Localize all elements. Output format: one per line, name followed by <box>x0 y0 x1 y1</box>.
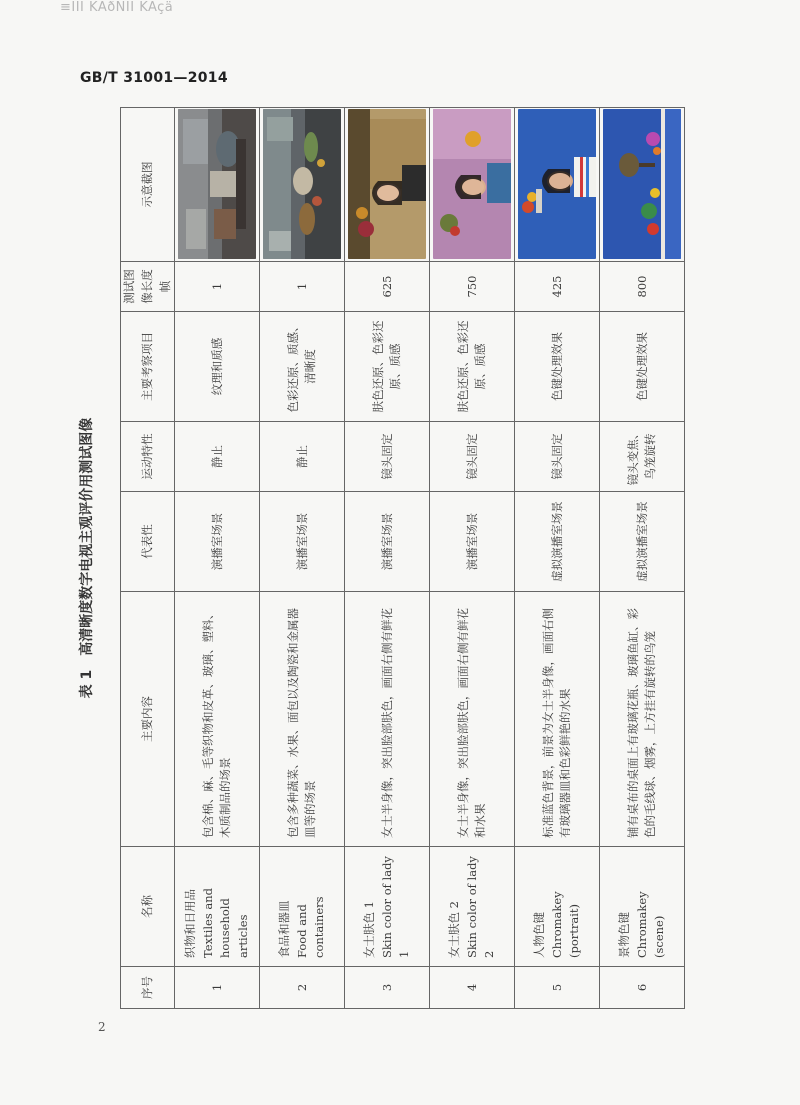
cell-assessment: 色键处理效果 <box>515 312 600 422</box>
cell-representativeness: 演播室场景 <box>175 492 260 592</box>
cell-length: 625 <box>345 262 430 312</box>
test-image-table <box>120 107 685 1009</box>
name-cn: 食品和器皿 <box>276 900 291 958</box>
cell-screenshot <box>600 108 685 262</box>
cell-screenshot <box>430 108 515 262</box>
cell-content: 女士半身像，突出脸部肤色，画面右侧有鲜花 <box>345 592 430 847</box>
cell-no: 3 <box>345 967 430 1009</box>
cell-assessment: 肤色还原、色彩还原、质感 <box>345 312 430 422</box>
name-en: Chromakey (portrait) <box>549 891 582 958</box>
page-number: 2 <box>98 1020 106 1034</box>
table-row <box>430 108 515 1009</box>
cell-content: 包含棉、麻、毛等织物和皮革、玻璃、塑料、木质制品的场景 <box>175 592 260 847</box>
food-containers-thumbnail <box>263 109 341 259</box>
cell-content: 铺有桌布的桌面上有玻璃花瓶、玻璃鱼缸、彩色的毛线球、烟雾，上方挂有旋转的鸟笼 <box>600 592 685 847</box>
cell-representativeness: 演播室场景 <box>345 492 430 592</box>
header-assessment: 主要考察项目 <box>121 312 175 422</box>
cell-screenshot <box>345 108 430 262</box>
cell-name <box>430 847 515 967</box>
chromakey-scene-thumbnail <box>603 109 681 259</box>
header-content: 主要内容 <box>121 592 175 847</box>
cell-name <box>345 847 430 967</box>
cell-content: 包含多种蔬菜、水果、面包以及陶瓷和金属器皿等的场景 <box>260 592 345 847</box>
cell-assessment: 色彩还原、质感、清晰度 <box>260 312 345 422</box>
name-cn: 织物和日用品 <box>182 889 197 958</box>
header-screenshot: 示意截图 <box>121 108 175 262</box>
cell-representativeness: 虚拟演播室场景 <box>600 492 685 592</box>
table-row <box>600 108 685 1009</box>
table-caption-title: 高清晰度数字电视主观评价用测试图像 <box>79 417 95 656</box>
cell-representativeness: 虚拟演播室场景 <box>515 492 600 592</box>
cell-content: 标准蓝色背景，前景为女士半身像，画面右侧有玻璃器皿和色彩鲜艳的水果 <box>515 592 600 847</box>
cell-length: 800 <box>600 262 685 312</box>
cell-length: 750 <box>430 262 515 312</box>
lady-portrait-thumbnail <box>348 109 426 259</box>
table-row <box>345 108 430 1009</box>
cell-name <box>600 847 685 967</box>
table-caption-label: 表 1 <box>79 669 95 699</box>
header-name: 名称 <box>121 847 175 967</box>
table-caption <box>76 418 96 699</box>
lady-portrait-thumbnail <box>433 109 511 259</box>
cell-no: 5 <box>515 967 600 1009</box>
cell-motion: 镜头固定 <box>515 422 600 492</box>
table-header-row <box>121 108 175 1009</box>
cell-motion: 镜头变焦、鸟笼旋转 <box>600 422 685 492</box>
header-no: 序号 <box>121 967 175 1009</box>
name-cn: 女士肤色 1 <box>361 901 376 958</box>
chromakey-portrait-thumbnail <box>518 109 596 259</box>
corner-watermark: ≡ΪΪΪ KAðNΪΪ KAçä <box>60 0 174 15</box>
cell-name <box>515 847 600 967</box>
cell-length: 1 <box>175 262 260 312</box>
cell-screenshot <box>260 108 345 262</box>
name-en: Chromakey (scene) <box>634 891 667 958</box>
cell-name <box>260 847 345 967</box>
cell-no: 1 <box>175 967 260 1009</box>
cell-no: 4 <box>430 967 515 1009</box>
header-length: 测试图像长度帧 <box>121 262 175 312</box>
name-en: Food and containers <box>294 896 327 958</box>
cell-motion: 镜头固定 <box>430 422 515 492</box>
standard-number-header: GB/T 31001—2014 <box>80 70 228 86</box>
cell-screenshot <box>515 108 600 262</box>
name-cn: 景物色键 <box>616 912 631 958</box>
cell-representativeness: 演播室场景 <box>260 492 345 592</box>
cell-content: 女士半身像，突出脸部肤色，画面右侧有鲜花和水果 <box>430 592 515 847</box>
cell-assessment: 色键处理效果 <box>600 312 685 422</box>
cell-name <box>175 847 260 967</box>
cell-length: 425 <box>515 262 600 312</box>
cell-no: 6 <box>600 967 685 1009</box>
name-en: Skin color of lady 1 <box>379 856 412 958</box>
cell-assessment: 纹理和质感 <box>175 312 260 422</box>
header-representativeness: 代表性 <box>121 492 175 592</box>
name-en: Skin color of lady 2 <box>464 856 497 958</box>
cell-no: 2 <box>260 967 345 1009</box>
name-cn: 女士肤色 2 <box>446 901 461 958</box>
name-en: Textiles and household articles <box>200 887 251 958</box>
table-row <box>260 108 345 1009</box>
cell-motion: 镜头固定 <box>345 422 430 492</box>
rotated-table-wrapper <box>120 108 673 1009</box>
table-row <box>175 108 260 1009</box>
textiles-scene-thumbnail <box>178 109 256 259</box>
cell-length: 1 <box>260 262 345 312</box>
header-motion: 运动特性 <box>121 422 175 492</box>
cell-screenshot <box>175 108 260 262</box>
cell-representativeness: 演播室场景 <box>430 492 515 592</box>
table-row <box>515 108 600 1009</box>
cell-assessment: 肤色还原、色彩还原、质感 <box>430 312 515 422</box>
name-cn: 人物色键 <box>531 912 546 958</box>
cell-motion: 静止 <box>260 422 345 492</box>
cell-motion: 静止 <box>175 422 260 492</box>
